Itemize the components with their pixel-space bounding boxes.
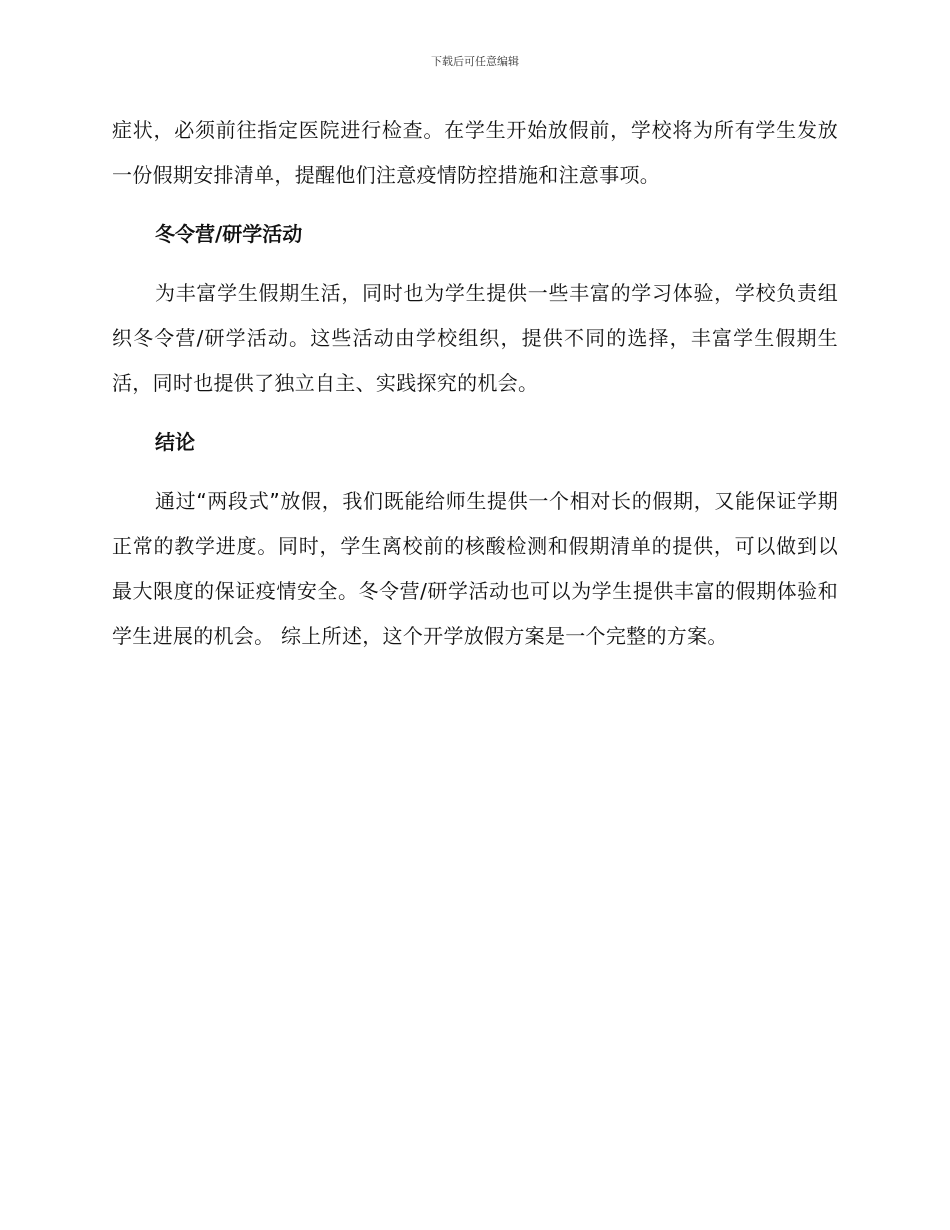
intro-paragraph: 症状，必须前往指定医院进行检查。在学生开始放假前，学校将为所有学生发放一份假期安排清单，提醒他们注意疫情防控措施和注意事项。 bbox=[112, 118, 838, 187]
section-heading-conclusion: 结论 bbox=[155, 430, 195, 454]
section-heading-winter-camp: 冬令营/研学活动 bbox=[155, 222, 303, 246]
winter-camp-paragraph: 为丰富学生假期生活，同时也为学生提供一些丰富的学习体验，学校负责组织冬令营/研学活动。这些活动由学校组织，提供不同的选择，丰富学生假期生活，同时也提供了独立自主、实践探究的机会。 bbox=[112, 281, 838, 395]
document-body bbox=[112, 108, 838, 659]
page-header: 下载后可任意编辑 bbox=[431, 55, 519, 68]
conclusion-paragraph: 通过“两段式”放假，我们既能给师生提供一个相对长的假期，又能保证学期正常的教学进度。同时，学生离校前的核酸检测和假期清单的提供，可以做到以最大限度的保证疫情安全。冬令营/研学活动也可以为学生提供丰富的假期体验和学生进展的机会。 综上所述，这个开学放假方案是一个完整的方案。 bbox=[112, 489, 838, 648]
